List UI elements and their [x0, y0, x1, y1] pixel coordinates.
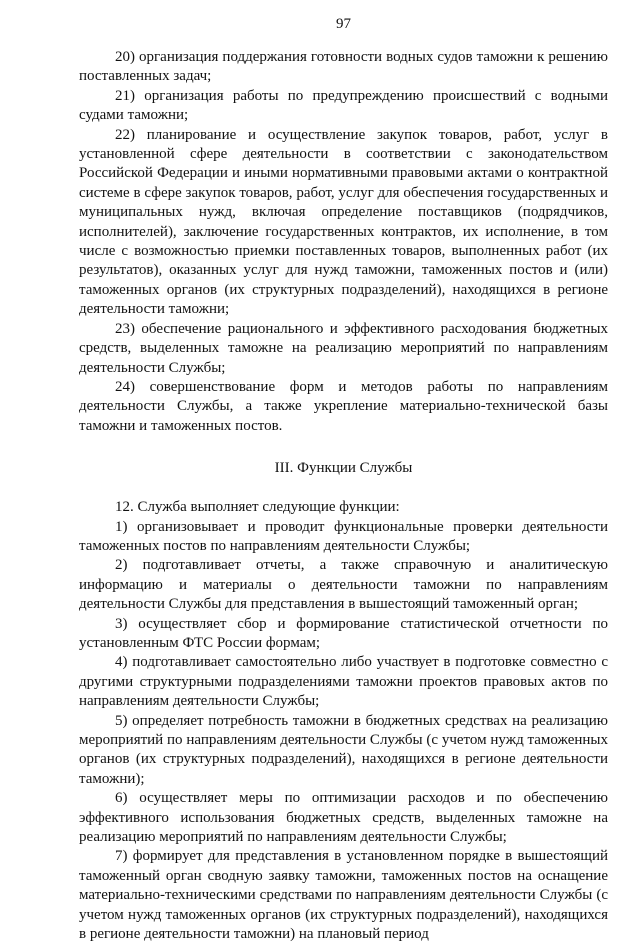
list-item-20: 20) организация поддержания готовности водных судов таможни к решению поставленных задач;	[79, 49, 608, 85]
function-item-4: 4) подготавливает самостоятельно либо участвует в подготовке совместно с другими структурными подразделениями таможни проектов правовых актов по направлениям деятельности Службы;	[79, 654, 608, 710]
function-item-2: 2) подготавливает отчеты, а также справочную и аналитическую информацию и материалы о деятельности таможни по направлениям деятельности Службы для представления в вышестоящий таможенный орган;	[79, 557, 608, 613]
list-item-23: 23) обеспечение рационального и эффективного расходования бюджетных средств, выделенных таможне на реализацию мероприятий по направлениям деятельности Службы;	[79, 320, 608, 376]
function-item-7: 7) формирует для представления в установленном порядке в вышестоящий таможенный орган сводную заявку таможни, таможенных постов на оснащение материально-техническими средствами по направлениям деятельности Службы (с учетом нужд таможенных органов (их структурных подразделений), находящихся в регионе деятельности таможни) на плановый период	[79, 848, 608, 943]
list-item-21: 21) организация работы по предупреждению происшествий с водными судами таможни;	[79, 87, 608, 124]
list-item-22: 22) планирование и осуществление закупок товаров, работ, услуг в установленной сфере деятельности в соответствии с законодательством Российской Федерации и иными нормативными правовыми актами о контрактной системе в сфере закупок товаров, работ, услуг для обеспечения государственных и муниципальных нужд, включая определение поставщиков (подрядчиков, исполнителей), заключение государственных контрактов, их исполнение, в том числе с возможностью приемки поставленных товаров, выполненных работ (их результатов), оказанных услуг для нужд таможни, таможенных постов и (или) таможенных органов (их структурных подразделений), находящихся в регионе деятельности таможни;	[79, 126, 608, 318]
function-item-3: 3) осуществляет сбор и формирование статистической отчетности по установленным ФТС России формам;	[79, 615, 608, 651]
page-number: 97	[336, 16, 351, 32]
document-page	[79, 14, 608, 944]
list-item-24: 24) совершенствование форм и методов работы по направлениям деятельности Службы, а также укрепление материально-технической базы таможни и таможенных постов.	[79, 378, 608, 434]
function-item-6: 6) осуществляет меры по оптимизации расходов и по обеспечению эффективного использования бюджетных средств, выделенных таможне на реализацию мероприятий по направлениям деятельности Службы;	[79, 790, 608, 846]
section-heading: III. Функции Службы	[274, 460, 413, 477]
function-item-1: 1) организовывает и проводит функциональные проверки деятельности таможенных постов по направлениям деятельности Службы;	[79, 518, 608, 554]
clause-12: 12. Служба выполняет следующие функции:	[115, 499, 400, 516]
function-item-5: 5) определяет потребность таможни в бюджетных средствах на реализацию мероприятий по направлениям деятельности Службы (с учетом нужд таможенных органов (их структурных подразделений), находящихся в регионе деятельности таможни);	[79, 712, 608, 787]
